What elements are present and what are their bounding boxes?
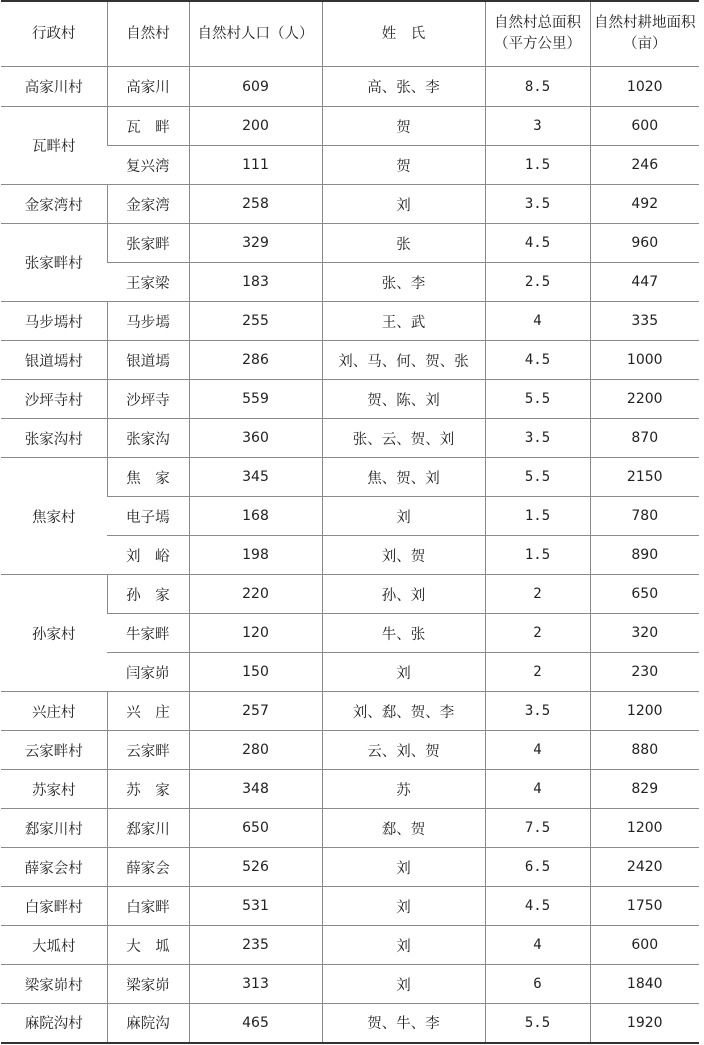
farmland-area-cell: 600 <box>590 107 699 146</box>
total-area-cell: 3.5 <box>485 185 590 224</box>
population-cell: 111 <box>189 146 322 185</box>
natural-village-cell: 牛家畔 <box>107 614 189 653</box>
table-body <box>1 67 699 1043</box>
admin-village-cell: 孙家村 <box>1 575 107 692</box>
admin-village-cell: 麻院沟村 <box>1 1004 107 1043</box>
total-area-cell: 5.5 <box>485 458 590 497</box>
surnames-cell: 贺 <box>322 107 485 146</box>
natural-village-cell: 麻院沟 <box>107 1004 189 1043</box>
natural-village-cell: 电子墕 <box>107 497 189 536</box>
natural-village-cell: 高家川 <box>107 67 189 107</box>
natural-village-cell: 张家沟 <box>107 419 189 458</box>
natural-village-cell: 焦 家 <box>107 458 189 497</box>
table-row <box>1 458 699 497</box>
surnames-cell: 刘 <box>322 848 485 887</box>
natural-village-cell: 白家畔 <box>107 887 189 926</box>
surnames-cell: 刘 <box>322 497 485 536</box>
surnames-cell: 刘、贺 <box>322 536 485 575</box>
admin-village-cell: 苏家村 <box>1 770 107 809</box>
table-row <box>1 848 699 887</box>
farmland-area-cell: 960 <box>590 224 699 263</box>
natural-village-cell: 银道墕 <box>107 341 189 380</box>
admin-village-cell: 白家畔村 <box>1 887 107 926</box>
table-row <box>1 341 699 380</box>
population-cell: 650 <box>189 809 322 848</box>
admin-village-cell: 银道墕村 <box>1 341 107 380</box>
population-cell: 345 <box>189 458 322 497</box>
total-area-cell: 2 <box>485 575 590 614</box>
surnames-cell: 刘 <box>322 653 485 692</box>
total-area-cell: 6 <box>485 965 590 1004</box>
total-area-cell: 3 <box>485 107 590 146</box>
total-area-cell: 1.5 <box>485 497 590 536</box>
total-area-cell: 4.5 <box>485 341 590 380</box>
header-row <box>1 1 699 67</box>
total-area-cell: 2 <box>485 614 590 653</box>
table-row <box>1 926 699 965</box>
population-cell: 609 <box>189 67 322 107</box>
header-farmland-area: 自然村耕地面积（亩） <box>590 1 699 67</box>
total-area-cell: 3.5 <box>485 419 590 458</box>
farmland-area-cell: 2420 <box>590 848 699 887</box>
farmland-area-cell: 650 <box>590 575 699 614</box>
header-total-area: 自然村总面积（平方公里） <box>485 1 590 67</box>
population-cell: 465 <box>189 1004 322 1043</box>
surnames-cell: 刘、郄、贺、李 <box>322 692 485 731</box>
admin-village-cell: 瓦畔村 <box>1 107 107 185</box>
natural-village-cell: 兴 庄 <box>107 692 189 731</box>
population-cell: 348 <box>189 770 322 809</box>
natural-village-cell: 郄家川 <box>107 809 189 848</box>
surnames-cell: 刘、马、何、贺、张 <box>322 341 485 380</box>
farmland-area-cell: 600 <box>590 926 699 965</box>
natural-village-cell: 马步墕 <box>107 302 189 341</box>
farmland-area-cell: 880 <box>590 731 699 770</box>
admin-village-cell: 高家川村 <box>1 67 107 107</box>
admin-village-cell: 张家畔村 <box>1 224 107 302</box>
surnames-cell: 孙、刘 <box>322 575 485 614</box>
total-area-cell: 2 <box>485 653 590 692</box>
admin-village-cell: 梁家峁村 <box>1 965 107 1004</box>
farmland-area-cell: 829 <box>590 770 699 809</box>
population-cell: 559 <box>189 380 322 419</box>
total-area-cell: 4 <box>485 302 590 341</box>
population-cell: 258 <box>189 185 322 224</box>
surnames-cell: 焦、贺、刘 <box>322 458 485 497</box>
table-row <box>1 67 699 107</box>
farmland-area-cell: 1020 <box>590 67 699 107</box>
admin-village-cell: 郄家川村 <box>1 809 107 848</box>
surnames-cell: 刘 <box>322 185 485 224</box>
table-row <box>1 692 699 731</box>
surnames-cell: 苏 <box>322 770 485 809</box>
surnames-cell: 刘 <box>322 926 485 965</box>
total-area-cell: 5.5 <box>485 1004 590 1043</box>
admin-village-cell: 云家畔村 <box>1 731 107 770</box>
admin-village-cell: 薛家会村 <box>1 848 107 887</box>
natural-village-cell: 刘 峪 <box>107 536 189 575</box>
natural-village-cell: 王家梁 <box>107 263 189 302</box>
total-area-cell: 1.5 <box>485 146 590 185</box>
natural-village-cell: 金家湾 <box>107 185 189 224</box>
farmland-area-cell: 492 <box>590 185 699 224</box>
population-cell: 183 <box>189 263 322 302</box>
total-area-cell: 1.5 <box>485 536 590 575</box>
table-row <box>1 770 699 809</box>
table-row <box>1 731 699 770</box>
village-table <box>1 0 699 1044</box>
table-row <box>1 1004 699 1043</box>
farmland-area-cell: 447 <box>590 263 699 302</box>
surnames-cell: 贺、陈、刘 <box>322 380 485 419</box>
population-cell: 280 <box>189 731 322 770</box>
table-row <box>1 575 699 614</box>
natural-village-cell: 梁家峁 <box>107 965 189 1004</box>
table-row <box>1 965 699 1004</box>
natural-village-cell: 瓦 畔 <box>107 107 189 146</box>
table-row <box>1 809 699 848</box>
farmland-area-cell: 1200 <box>590 692 699 731</box>
natural-village-cell: 复兴湾 <box>107 146 189 185</box>
table-row <box>1 107 699 146</box>
population-cell: 198 <box>189 536 322 575</box>
table-row <box>1 224 699 263</box>
farmland-area-cell: 320 <box>590 614 699 653</box>
population-cell: 235 <box>189 926 322 965</box>
total-area-cell: 4 <box>485 770 590 809</box>
total-area-cell: 2.5 <box>485 263 590 302</box>
natural-village-cell: 闫家峁 <box>107 653 189 692</box>
farmland-area-cell: 2200 <box>590 380 699 419</box>
surnames-cell: 贺、牛、李 <box>322 1004 485 1043</box>
admin-village-cell: 大坬村 <box>1 926 107 965</box>
header-admin-village: 行政村 <box>1 1 107 67</box>
farmland-area-cell: 335 <box>590 302 699 341</box>
farmland-area-cell: 1750 <box>590 887 699 926</box>
farmland-area-cell: 1920 <box>590 1004 699 1043</box>
surnames-cell: 刘 <box>322 887 485 926</box>
total-area-cell: 5.5 <box>485 380 590 419</box>
farmland-area-cell: 1840 <box>590 965 699 1004</box>
admin-village-cell: 兴庄村 <box>1 692 107 731</box>
population-cell: 150 <box>189 653 322 692</box>
surnames-cell: 高、张、李 <box>322 67 485 107</box>
farmland-area-cell: 2150 <box>590 458 699 497</box>
population-cell: 257 <box>189 692 322 731</box>
surnames-cell: 贺 <box>322 146 485 185</box>
population-cell: 168 <box>189 497 322 536</box>
surnames-cell: 云、刘、贺 <box>322 731 485 770</box>
total-area-cell: 4 <box>485 731 590 770</box>
farmland-area-cell: 230 <box>590 653 699 692</box>
total-area-cell: 4 <box>485 926 590 965</box>
population-cell: 313 <box>189 965 322 1004</box>
population-cell: 531 <box>189 887 322 926</box>
natural-village-cell: 薛家会 <box>107 848 189 887</box>
surnames-cell: 牛、张 <box>322 614 485 653</box>
header-population: 自然村人口（人） <box>189 1 322 67</box>
total-area-cell: 7.5 <box>485 809 590 848</box>
admin-village-cell: 金家湾村 <box>1 185 107 224</box>
admin-village-cell: 沙坪寺村 <box>1 380 107 419</box>
natural-village-cell: 云家畔 <box>107 731 189 770</box>
surnames-cell: 郄、贺 <box>322 809 485 848</box>
total-area-cell: 4.5 <box>485 224 590 263</box>
table-row <box>1 380 699 419</box>
population-cell: 329 <box>189 224 322 263</box>
population-cell: 286 <box>189 341 322 380</box>
natural-village-cell: 张家畔 <box>107 224 189 263</box>
surnames-cell: 张、云、贺、刘 <box>322 419 485 458</box>
surnames-cell: 张、李 <box>322 263 485 302</box>
natural-village-cell: 苏 家 <box>107 770 189 809</box>
population-cell: 360 <box>189 419 322 458</box>
population-cell: 220 <box>189 575 322 614</box>
table-row <box>1 302 699 341</box>
surnames-cell: 张 <box>322 224 485 263</box>
header-surnames: 姓 氏 <box>322 1 485 67</box>
table-header <box>1 1 699 67</box>
total-area-cell: 4.5 <box>485 887 590 926</box>
total-area-cell: 8.5 <box>485 67 590 107</box>
surnames-cell: 刘 <box>322 965 485 1004</box>
table-row <box>1 185 699 224</box>
population-cell: 200 <box>189 107 322 146</box>
table-row <box>1 419 699 458</box>
natural-village-cell: 孙 家 <box>107 575 189 614</box>
farmland-area-cell: 890 <box>590 536 699 575</box>
population-cell: 120 <box>189 614 322 653</box>
total-area-cell: 3.5 <box>485 692 590 731</box>
farmland-area-cell: 870 <box>590 419 699 458</box>
surnames-cell: 王、武 <box>322 302 485 341</box>
farmland-area-cell: 246 <box>590 146 699 185</box>
farmland-area-cell: 1200 <box>590 809 699 848</box>
table-row <box>1 887 699 926</box>
natural-village-cell: 大 坬 <box>107 926 189 965</box>
natural-village-cell: 沙坪寺 <box>107 380 189 419</box>
farmland-area-cell: 780 <box>590 497 699 536</box>
admin-village-cell: 焦家村 <box>1 458 107 575</box>
total-area-cell: 6.5 <box>485 848 590 887</box>
admin-village-cell: 马步墕村 <box>1 302 107 341</box>
population-cell: 526 <box>189 848 322 887</box>
header-natural-village: 自然村 <box>107 1 189 67</box>
farmland-area-cell: 1000 <box>590 341 699 380</box>
admin-village-cell: 张家沟村 <box>1 419 107 458</box>
population-cell: 255 <box>189 302 322 341</box>
